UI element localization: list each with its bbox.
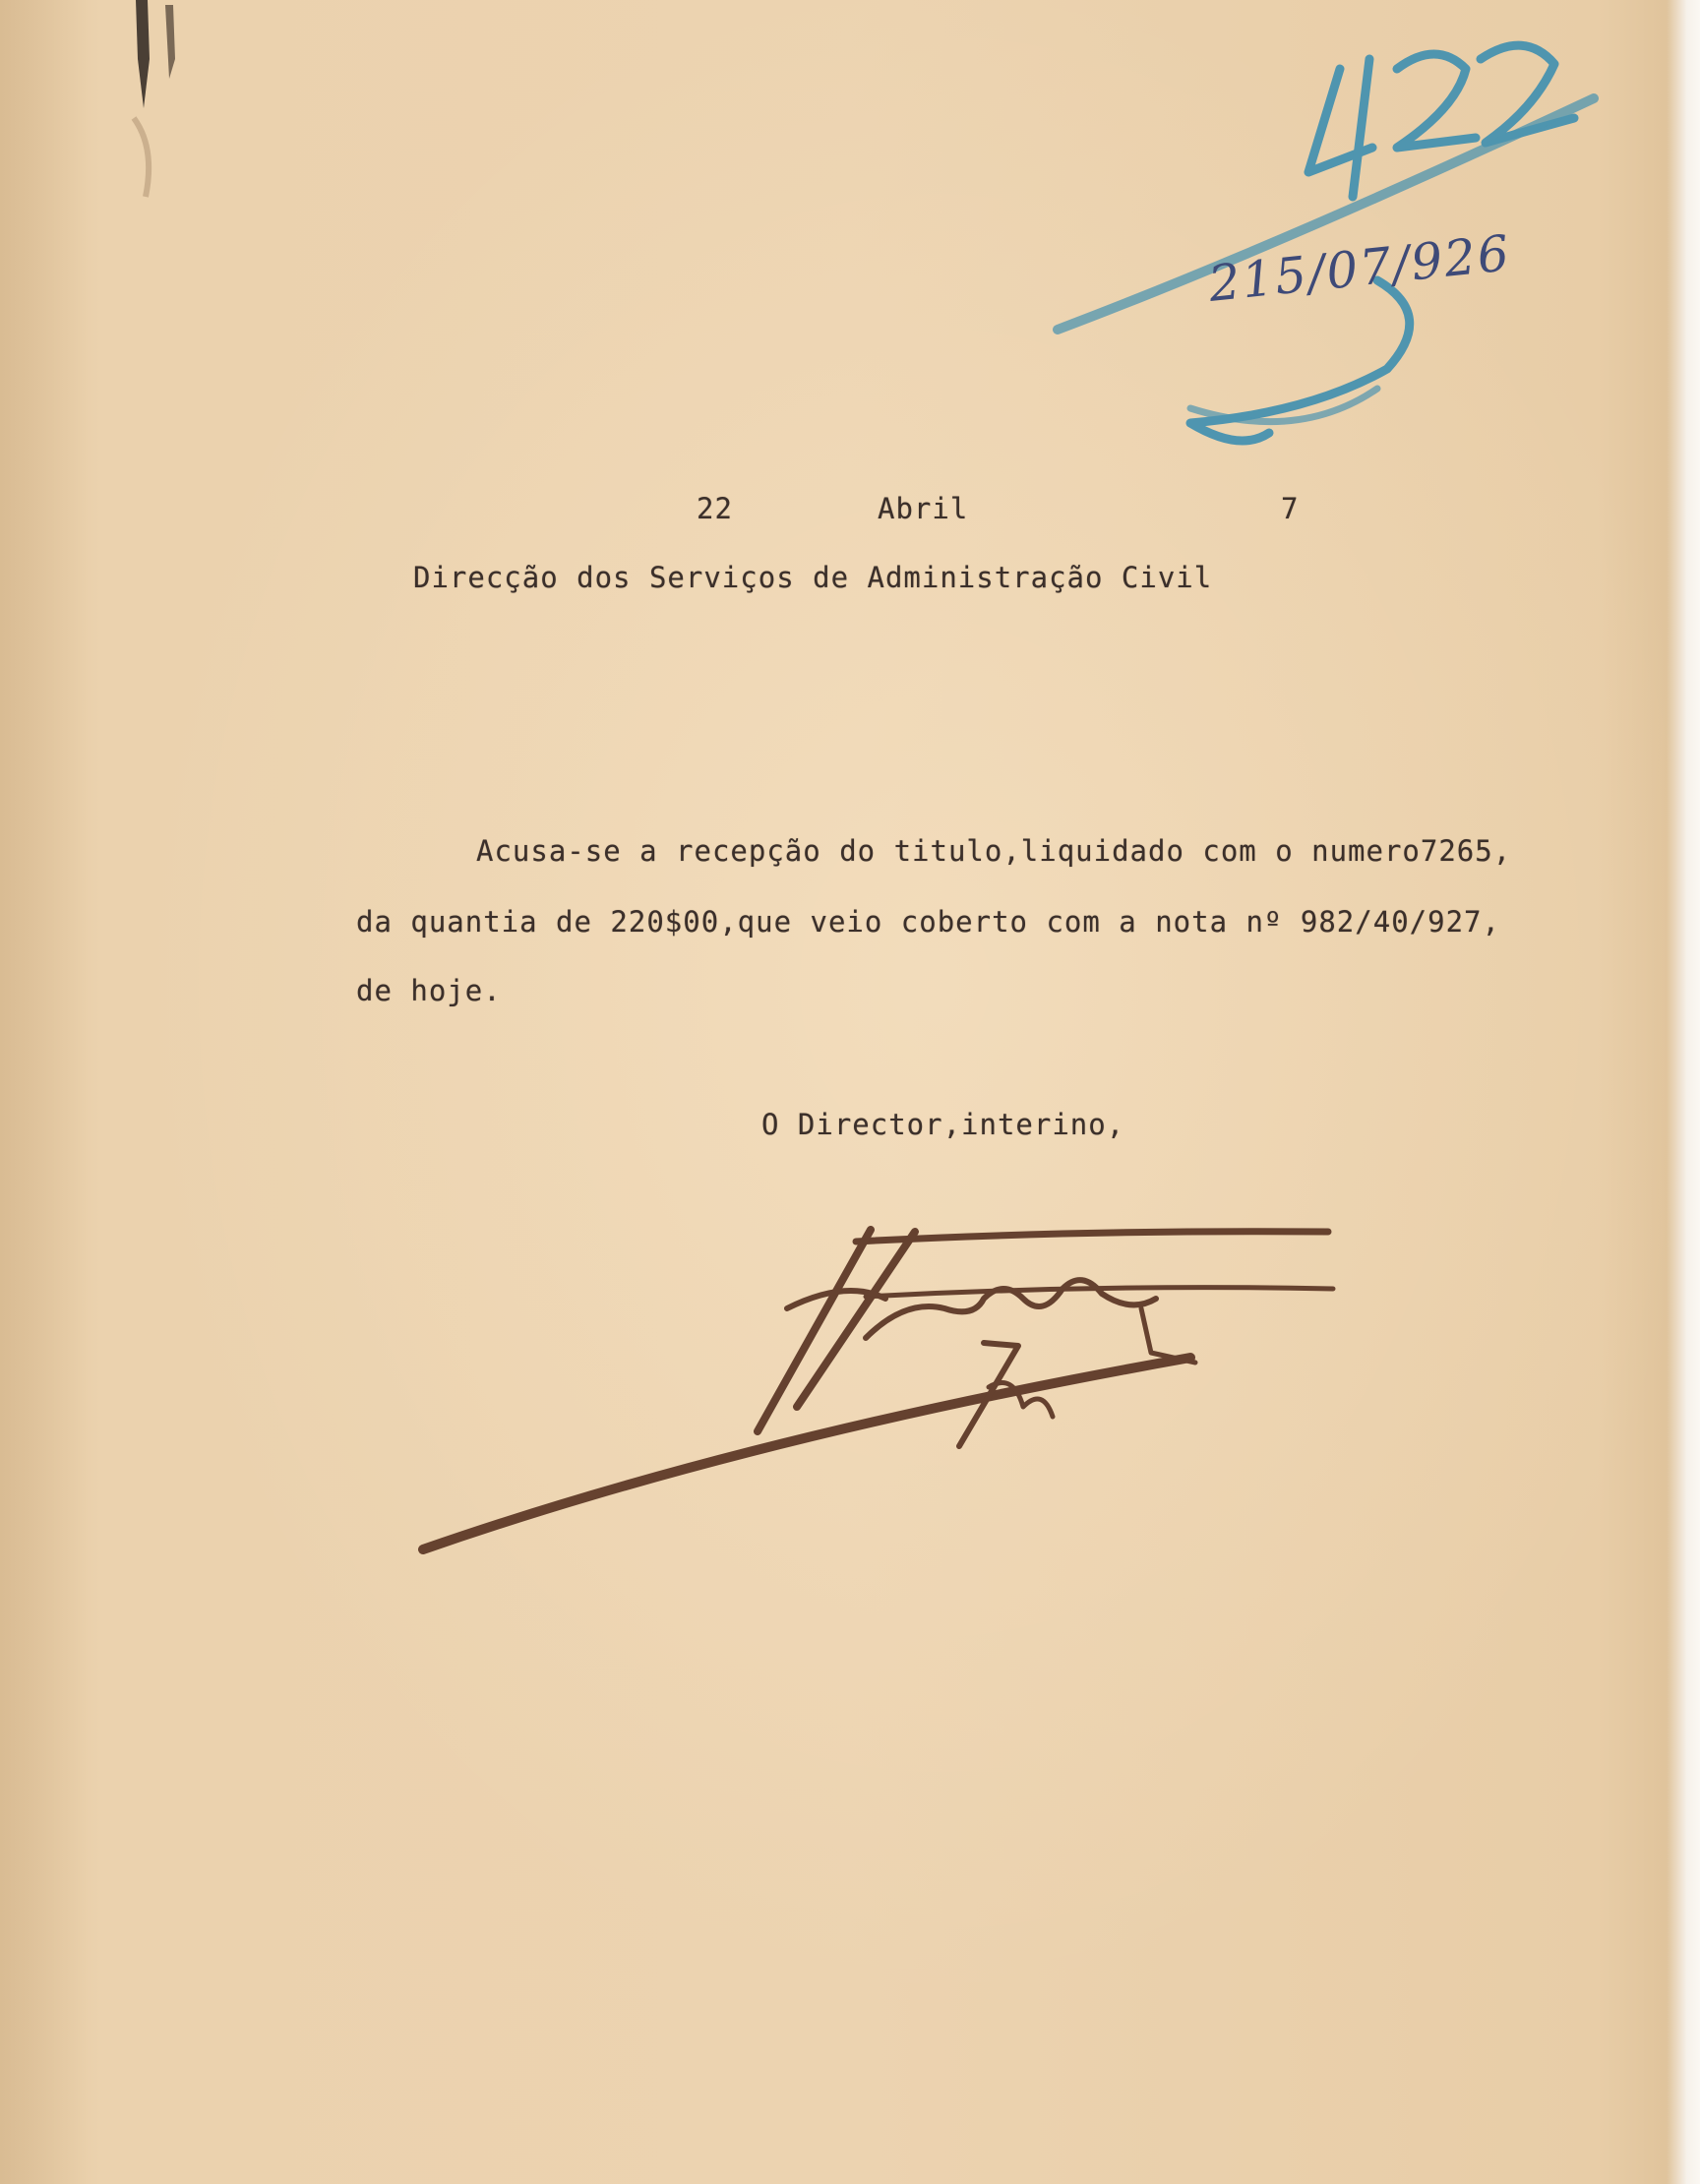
signoff: O Director,interino, bbox=[761, 1108, 1125, 1141]
date-year: 7 bbox=[1281, 492, 1300, 525]
staple-mark bbox=[126, 0, 195, 216]
body-line: da quantia de 220$00,que veio coberto com a nota nº 982/40/927, bbox=[356, 905, 1500, 939]
department-header: Direcção dos Serviços de Administração Civil bbox=[413, 561, 1213, 594]
body-line: de hoje. bbox=[356, 974, 502, 1007]
body-line: Acusa-se a recepção do titulo,liquidado com o numero7265, bbox=[476, 834, 1512, 868]
page-fold-shadow bbox=[0, 0, 89, 2184]
page-right-edge bbox=[1667, 0, 1700, 2184]
handwritten-reference: 215/07/926 bbox=[1205, 224, 1514, 313]
date-month: Abril bbox=[878, 492, 969, 525]
date-day: 22 bbox=[697, 492, 733, 525]
